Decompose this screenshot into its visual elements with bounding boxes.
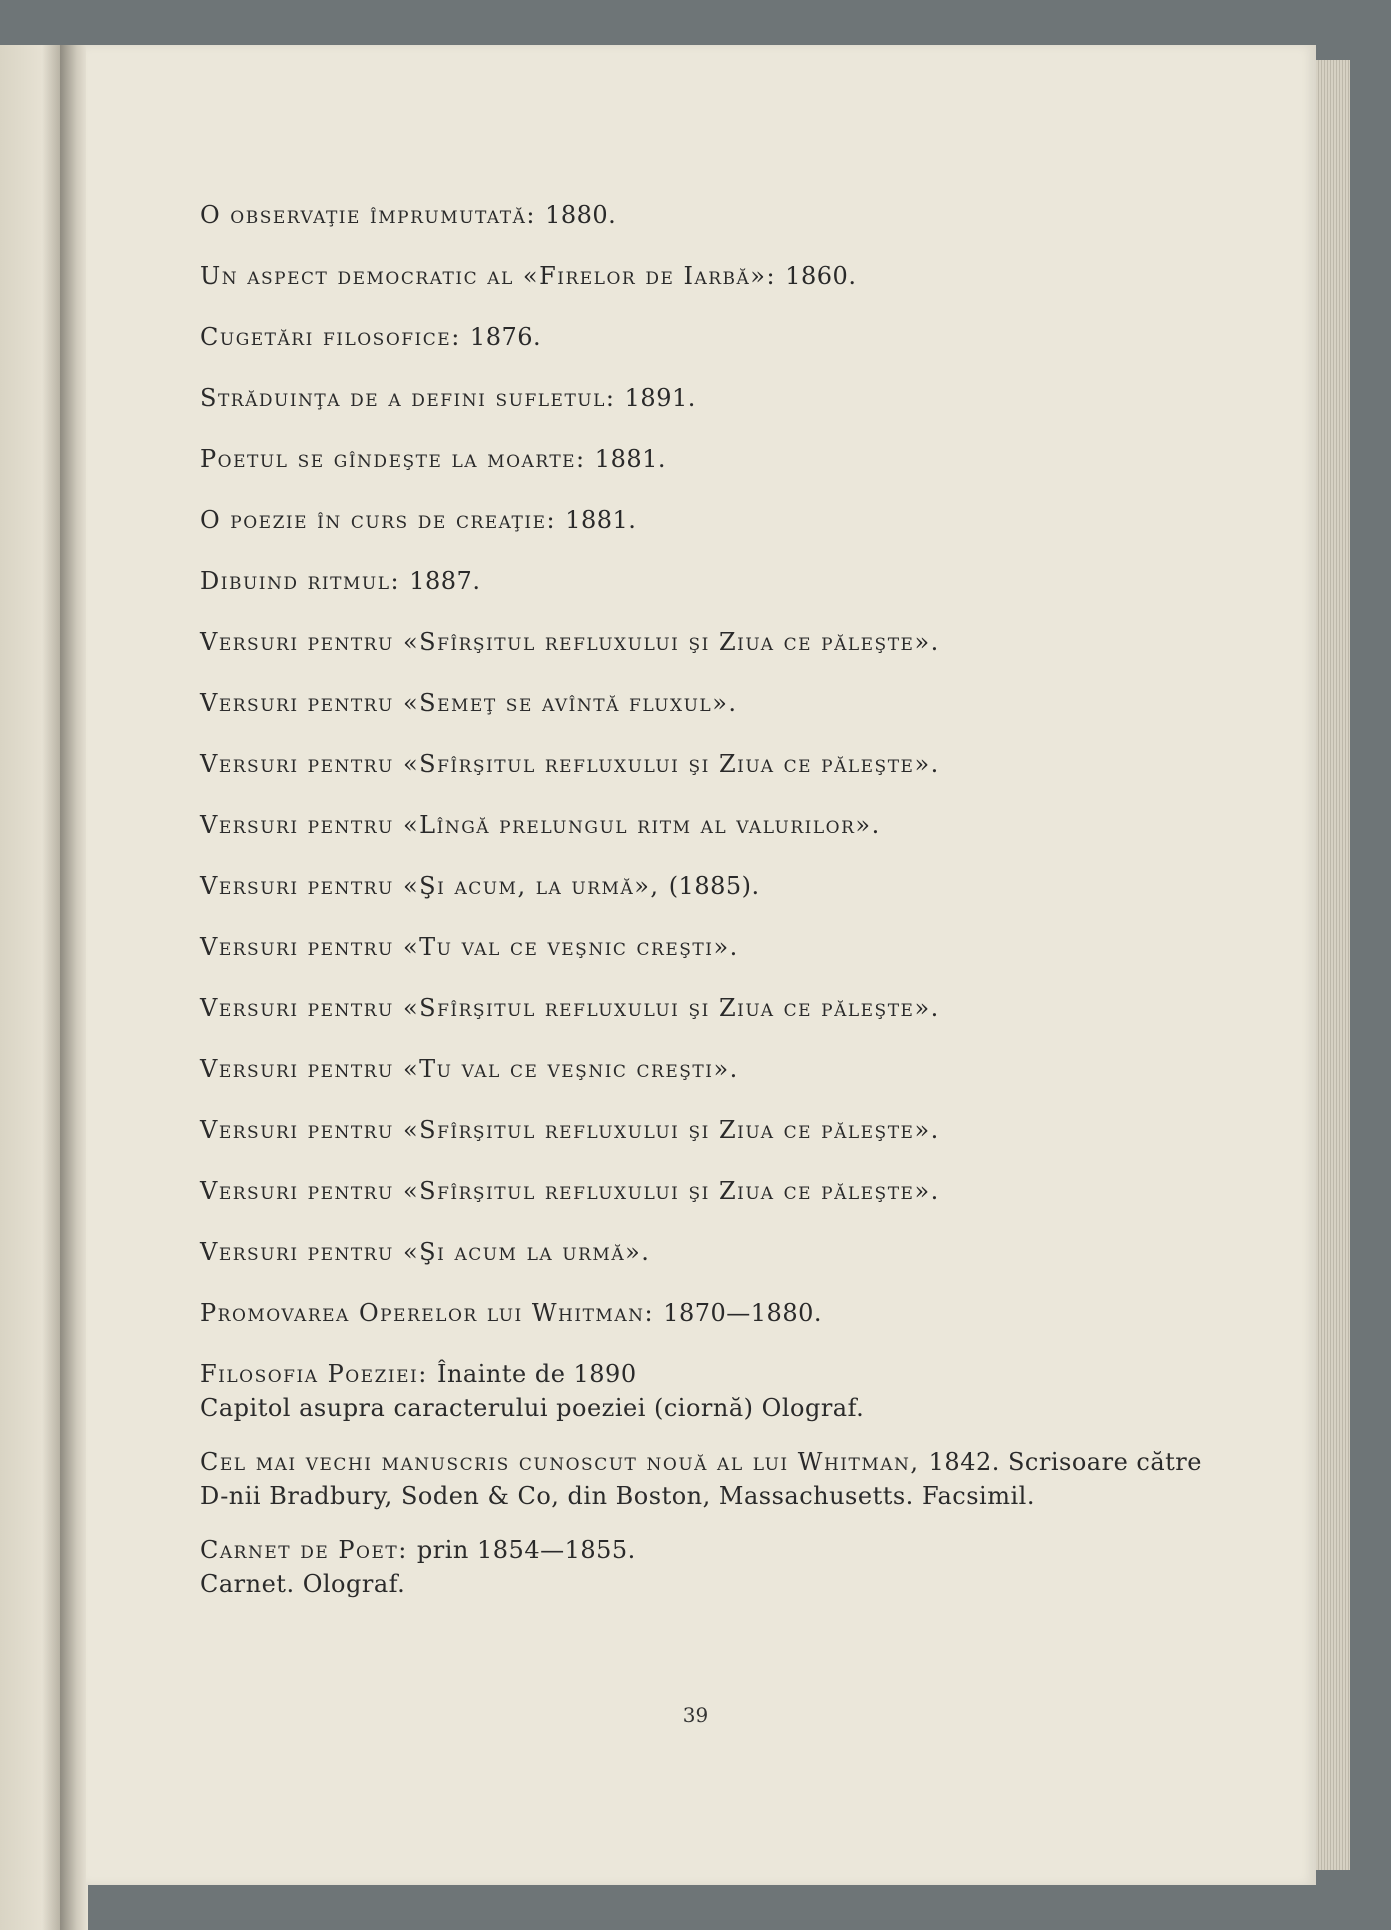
item-title: Promovarea Operelor lui Whitman: xyxy=(200,1299,655,1327)
item-title: O poezie în curs de creaţie: xyxy=(200,506,557,534)
item-detail: 1870—1880. xyxy=(663,1299,822,1327)
item-detail: 1880. xyxy=(545,201,617,229)
list-item xyxy=(200,808,1200,869)
list-item xyxy=(200,320,1200,381)
item-detail: 1860. xyxy=(785,262,857,290)
list-item xyxy=(200,564,1200,625)
item-title: Versuri pentru «Lîngă prelungul ritm al valurilor». xyxy=(200,811,881,839)
book-gutter xyxy=(60,45,88,1930)
item-subtext: Carnet. Olograf. xyxy=(200,1570,406,1598)
item-title: Versuri pentru «Sfîrşitul refluxului şi Ziua ce păleşte». xyxy=(200,1177,940,1205)
list-item xyxy=(200,1357,1200,1425)
item-detail: 1891. xyxy=(624,384,696,412)
item-title: Cugetări filosofice: xyxy=(200,323,461,351)
item-title: Poetul se gîndeşte la moarte: xyxy=(200,445,586,473)
contents-list xyxy=(200,198,1200,1621)
list-item xyxy=(200,991,1200,1052)
list-item xyxy=(200,625,1200,686)
item-detail: 1881. xyxy=(565,506,637,534)
list-item xyxy=(200,686,1200,747)
item-detail: 1881. xyxy=(594,445,667,473)
item-detail: 1876. xyxy=(469,323,542,351)
page-stack-edge xyxy=(1316,60,1350,1870)
list-item xyxy=(200,259,1200,320)
item-title: Versuri pentru «Sfîrşitul refluxului şi Ziua ce păleşte». xyxy=(200,750,940,778)
list-item xyxy=(200,442,1200,503)
item-title: Versuri pentru «Şi acum, la urmă», xyxy=(200,872,660,900)
list-item xyxy=(200,869,1200,930)
item-title: Dibuind ritmul: xyxy=(200,567,401,595)
item-title: Versuri pentru «Tu val ce veşnic creşti». xyxy=(200,933,739,961)
item-title: Cel mai vechi manuscris cunoscut nouă al lui Whitman, xyxy=(200,1448,920,1476)
item-title: Versuri pentru «Sfîrşitul refluxului şi Ziua ce păleşte». xyxy=(200,994,940,1022)
item-detail: (1885). xyxy=(668,872,760,900)
item-detail: 1887. xyxy=(409,567,481,595)
left-page-edge xyxy=(0,45,60,1930)
list-item xyxy=(200,1052,1200,1113)
list-item xyxy=(200,1296,1200,1357)
item-title: Versuri pentru «Şi acum la urmă». xyxy=(200,1238,651,1266)
page-number: 39 xyxy=(682,1703,709,1727)
list-item xyxy=(200,747,1200,808)
list-item xyxy=(200,198,1200,259)
list-item xyxy=(200,930,1200,991)
item-subtext: D-nii Bradbury, Soden & Co, din Boston, Massachusetts. Facsimil. xyxy=(200,1482,1035,1510)
item-title: Versuri pentru «Sfîrşitul refluxului şi Ziua ce păleşte». xyxy=(200,628,940,656)
item-title: Un aspect democratic al «Firelor de Iarbă»: xyxy=(200,262,777,290)
item-detail: 1842. Scrisoare către xyxy=(928,1448,1202,1476)
list-item xyxy=(200,1533,1200,1601)
item-detail: Înainte de 1890 xyxy=(436,1360,637,1388)
list-item xyxy=(200,503,1200,564)
item-title: Versuri pentru «Tu val ce veşnic creşti». xyxy=(200,1055,739,1083)
list-item xyxy=(200,1235,1200,1296)
item-title: Filosofia Poeziei: xyxy=(200,1360,428,1388)
item-subtext: Capitol asupra caracterului poeziei (ciornă) Olograf. xyxy=(200,1394,865,1422)
item-title: Versuri pentru «Sfîrşitul refluxului şi Ziua ce păleşte». xyxy=(200,1116,940,1144)
item-title: O observaţie împrumutată: xyxy=(200,201,536,229)
item-title: Versuri pentru «Semeţ se avîntă fluxul». xyxy=(200,689,738,717)
list-item xyxy=(200,1174,1200,1235)
item-detail: prin 1854—1855. xyxy=(416,1536,636,1564)
list-item xyxy=(200,1445,1200,1513)
list-item xyxy=(200,1113,1200,1174)
item-title: Carnet de Poet: xyxy=(200,1536,408,1564)
item-title: Străduinţa de a defini sufletul: xyxy=(200,384,616,412)
list-item xyxy=(200,381,1200,442)
